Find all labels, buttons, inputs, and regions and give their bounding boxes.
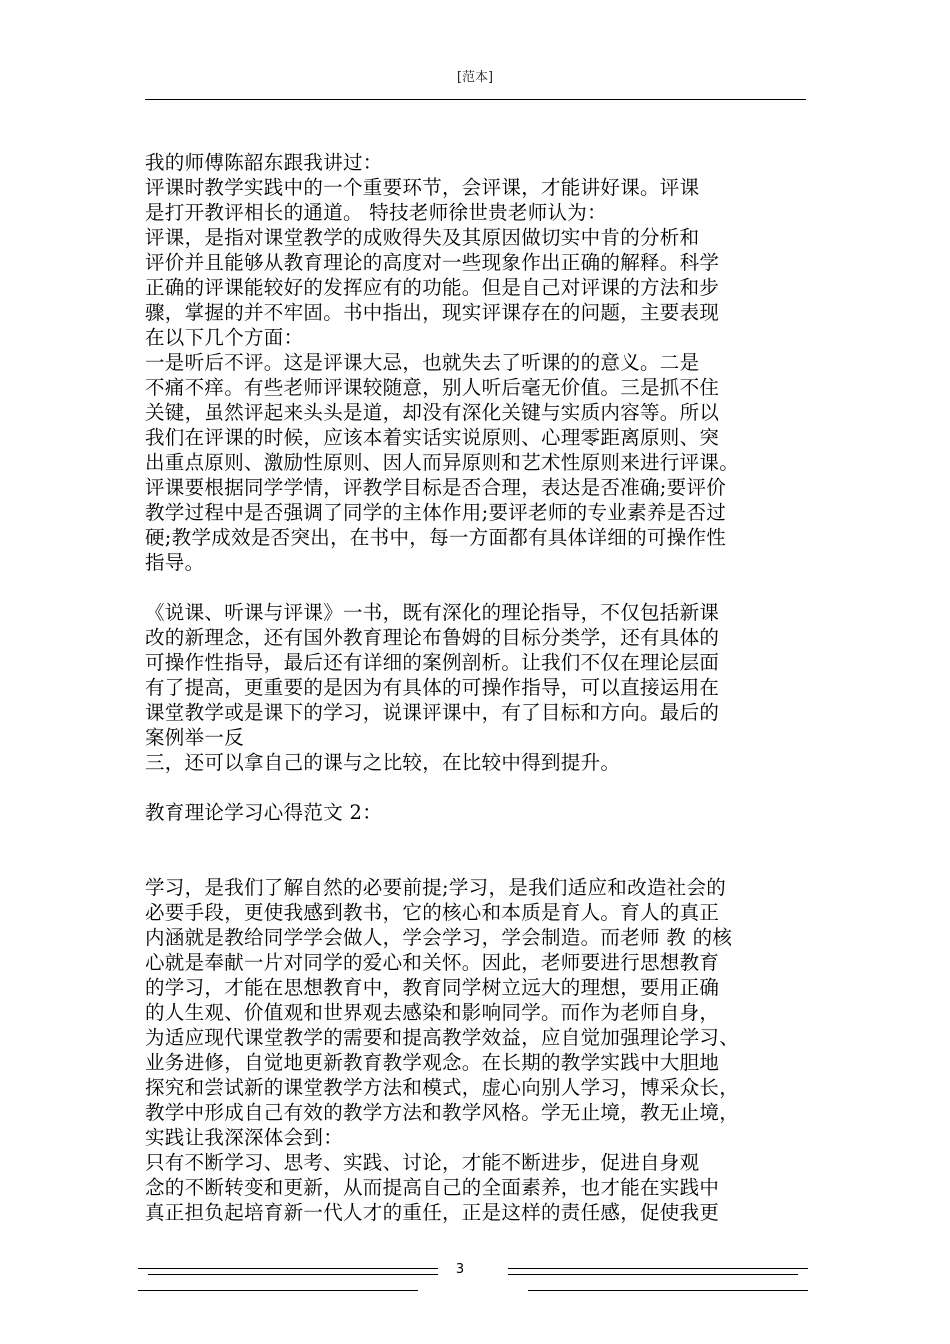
text-line: 硬;教学成效是否突出，在书中，每一方面都有具体详细的可操作性 [145, 526, 727, 549]
blank-line [145, 825, 815, 850]
text-line: 骤，掌握的并不牢固。书中指出，现实评课存在的问题，主要表现 [145, 301, 720, 324]
text-line: 有了提高，更重要的是因为有具体的可操作指导，可以直接运用在 [145, 676, 720, 699]
header-divider [145, 99, 806, 100]
text-line: 的人生观、价值观和世界观去感染和影响同学。而作为老师自身， [145, 1001, 720, 1024]
text-line: 我的师傅陈韶东跟我讲过： [145, 151, 383, 174]
text-line: 必要手段，更使我感到教书，它的核心和本质是育人。育人的真正 [145, 901, 720, 924]
text-line: 教学中形成自己有效的教学方法和教学风格。学无止境，教无止境， [145, 1101, 740, 1124]
text-line: 《说课、听课与评课》一书，既有深化的理论指导，不仅包括新课 [145, 601, 720, 624]
text-line: 教育理论学习心得范文 2： [145, 801, 383, 824]
text-line: 只有不断学习、思考、实践、讨论，才能不断进步，促进自身观 [145, 1151, 700, 1174]
text-line: 课堂教学或是课下的学习，说课评课中，有了目标和方向。最后的 [145, 701, 720, 724]
text-line: 可操作性指导，最后还有详细的案例剖析。让我们不仅在理论层面 [145, 651, 720, 674]
text-line: 案例举一反 [145, 726, 245, 749]
footer-rule-left-lower [138, 1290, 418, 1291]
text-line: 业务进修，自觉地更新教育教学观念。在长期的教学实践中大胆地 [145, 1051, 720, 1074]
text-line: 评课要根据同学学情，评教学目标是否合理，表达是否准确;要评价 [145, 476, 727, 499]
text-line: 的学习，才能在思想教育中，教育同学树立远大的理想，要用正确 [145, 976, 720, 999]
page-footer [0, 1262, 950, 1292]
text-line: 为适应现代课堂教学的需要和提高教学效益，应自觉加强理论学习、 [145, 1026, 740, 1049]
text-line: 学习，是我们了解自然的必要前提;学习，是我们适应和改造社会的 [145, 876, 727, 899]
blank-line [145, 775, 815, 800]
text-line: 改的新理念，还有国外教育理论布鲁姆的目标分类学，还有具体的 [145, 626, 720, 649]
blank-line [145, 575, 815, 600]
footer-rule-left-top [138, 1268, 438, 1269]
text-line: 心就是奉献一片对同学的爱心和关怀。因此，老师要进行思想教育 [145, 951, 720, 974]
text-line: 内涵就是教给同学学会做人，学会学习，学会制造。而老师 教 的核 [145, 926, 733, 949]
text-line: 三，还可以拿自己的课与之比较，在比较中得到提升。 [145, 751, 621, 774]
text-line: 关键，虽然评起来头头是道，却没有深化关键与实质内容等。所以 [145, 401, 720, 424]
text-line: 一是听后不评。这是评课大忌，也就失去了听课的的意义。二是 [145, 351, 700, 374]
text-line: 评课，是指对课堂教学的成败得失及其原因做切实中肯的分析和 [145, 226, 700, 249]
text-line: 是打开教评相长的通道。 特技老师徐世贵老师认为： [145, 201, 607, 224]
text-line: 实践让我深深体会到： [145, 1126, 344, 1149]
page-number: 3 [455, 1262, 465, 1277]
text-line: 评价并且能够从教育理论的高度对一些现象作出正确的解释。科学 [145, 251, 720, 274]
text-line: 我们在评课的时候，应该本着实话实说原则、心理零距离原则、突 [145, 426, 720, 449]
text-line: 正确的评课能较好的发挥应有的功能。但是自己对评课的方法和步 [145, 276, 720, 299]
footer-rule-right-lower [528, 1290, 808, 1291]
page-header: [范本] [456, 70, 494, 85]
text-line: 在以下几个方面： [145, 326, 304, 349]
blank-line [145, 850, 815, 875]
text-line: 评课时教学实践中的一个重要环节，会评课，才能讲好课。评课 [145, 176, 700, 199]
document-body [145, 150, 815, 1225]
text-line: 教学过程中是否强调了同学的主体作用;要评老师的专业素养是否过 [145, 501, 727, 524]
footer-rule-left-bottom [148, 1274, 438, 1275]
text-line: 不痛不痒。有些老师评课较随意，别人听后毫无价值。三是抓不住 [145, 376, 720, 399]
text-line: 真正担负起培育新一代人才的重任，正是这样的责任感，促使我更 [145, 1201, 720, 1224]
text-line: 探究和尝试新的课堂教学方法和模式，虚心向别人学习，博采众长， [145, 1076, 740, 1099]
text-line: 指导。 [145, 551, 205, 574]
text-line: 念的不断转变和更新，从而提高自己的全面素养，也才能在实践中 [145, 1176, 720, 1199]
text-line: 出重点原则、激励性原则、因人而异原则和艺术性原则来进行评课。 [145, 451, 740, 474]
footer-rule-right-top [508, 1268, 808, 1269]
footer-rule-right-bottom [508, 1274, 798, 1275]
